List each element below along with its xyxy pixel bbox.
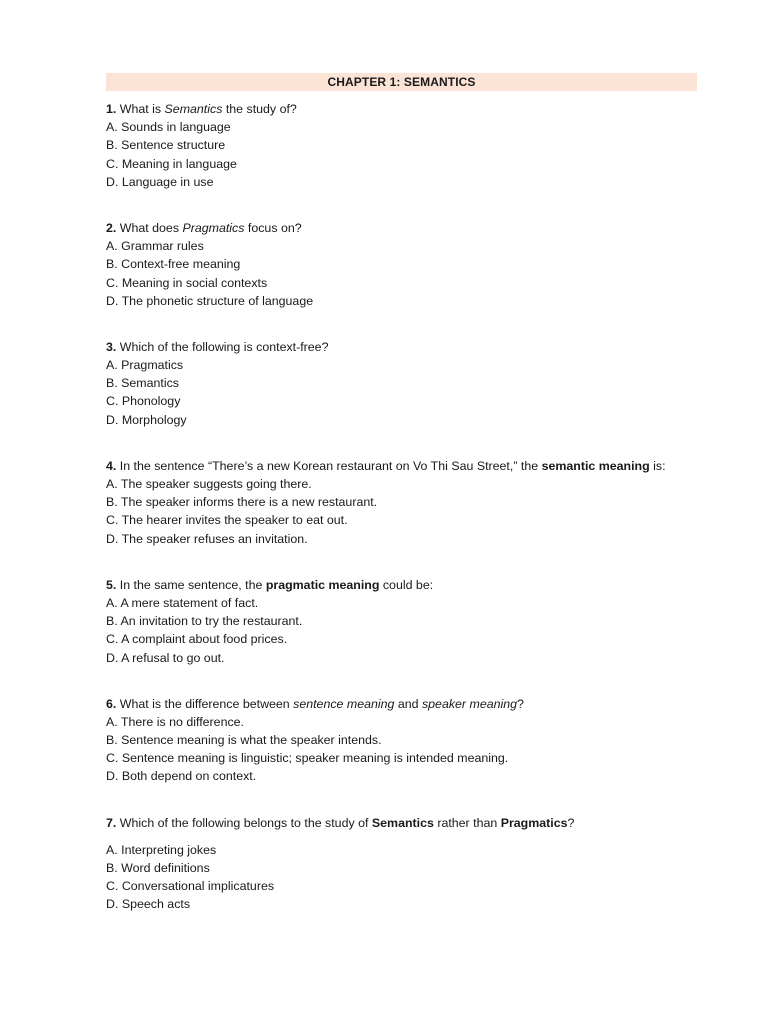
answer-option-c: C. A complaint about food prices. (106, 632, 288, 647)
stem-text: What is (116, 102, 165, 116)
spacer (106, 429, 697, 457)
answer-option-b: B. The speaker informs there is a new restaurant. (106, 495, 378, 510)
stem-text: is: (649, 458, 666, 473)
question-number: 1. (106, 102, 117, 116)
stem-bold-term: semantic meaning (541, 458, 650, 473)
answer-option-b: B. An invitation to try the restaurant. (106, 614, 303, 629)
question-stem (106, 814, 697, 832)
question-2 (106, 219, 697, 310)
answer-option-b: B. Sentence structure (106, 138, 226, 153)
chapter-title: CHAPTER 1: SEMANTICS (106, 73, 697, 91)
question-stem (106, 576, 697, 594)
answer-option-b: B. Context-free meaning (106, 257, 241, 272)
spacer (106, 667, 697, 695)
question-7 (106, 814, 697, 914)
question-number: 7. (106, 815, 117, 830)
stem-bold-term: Semantics (371, 815, 434, 830)
spacer (106, 191, 697, 219)
stem-text: and (394, 696, 422, 711)
question-number: 6. (106, 696, 117, 711)
stem-text: What is the difference between (116, 696, 294, 711)
question-stem (106, 338, 697, 356)
stem-text: What does (116, 220, 183, 235)
answer-option-d: D. Both depend on context. (106, 769, 257, 784)
answer-option-c: C. Sentence meaning is linguistic; speaker meaning is intended meaning. (106, 751, 509, 766)
answer-option-a: A. There is no difference. (106, 714, 244, 729)
answer-option-b: B. Sentence meaning is what the speaker intends. (106, 733, 382, 748)
question-4 (106, 457, 697, 548)
stem-text: rather than (433, 815, 501, 830)
spacer (106, 786, 697, 814)
stem-bold-term: Pragmatics (500, 815, 568, 830)
spacer (106, 832, 697, 841)
answer-option-d: D. Speech acts (106, 897, 191, 912)
document-page (106, 73, 697, 914)
answer-option-d: D. The phonetic structure of language (106, 293, 314, 308)
answer-option-c: C. Phonology (106, 394, 181, 409)
question-stem (106, 100, 697, 118)
question-3 (106, 338, 697, 429)
answer-option-d: D. A refusal to go out. (106, 650, 225, 665)
answer-option-a: A. Grammar rules (106, 239, 204, 254)
answer-option-a: A. A mere statement of fact. (106, 595, 259, 610)
answer-option-b: B. Word definitions (106, 861, 210, 875)
question-number: 3. (106, 339, 117, 354)
question-stem (106, 219, 697, 237)
answer-option-a: A. The speaker suggests going there. (106, 477, 312, 491)
answer-option-b: B. Semantics (106, 376, 179, 391)
stem-italic-term: Pragmatics (182, 220, 245, 235)
question-number: 5. (106, 577, 117, 592)
question-stem (106, 457, 697, 475)
stem-bold-term: pragmatic meaning (265, 577, 380, 592)
question-stem (106, 695, 697, 713)
stem-italic-term: Semantics (164, 102, 223, 116)
answer-option-d: D. The speaker refuses an invitation. (106, 531, 308, 546)
answer-option-c: C. Meaning in language (106, 156, 237, 171)
answer-option-d: D. Morphology (106, 412, 187, 427)
answer-option-a: A. Interpreting jokes (106, 842, 217, 857)
stem-italic-term: speaker meaning (421, 696, 518, 711)
answer-option-c: C. The hearer invites the speaker to eat out. (106, 513, 348, 528)
stem-text: In the same sentence, the (116, 577, 266, 592)
stem-text: Which of the following is context-free? (116, 339, 329, 354)
answer-option-c: C. Conversational implicatures (106, 879, 275, 894)
stem-text: ? (567, 815, 575, 830)
stem-text: In the sentence “There’s a new Korean restaurant on Vo Thi Sau Street,” the (116, 458, 542, 473)
question-number: 4. (106, 458, 117, 473)
spacer (106, 310, 697, 338)
question-number: 2. (106, 220, 117, 235)
stem-text: Which of the following belongs to the study of (116, 815, 372, 830)
stem-italic-term: sentence meaning (293, 696, 395, 711)
question-5 (106, 576, 697, 667)
stem-text: ? (517, 696, 524, 711)
stem-text: the study of? (222, 102, 297, 116)
answer-option-d: D. Language in use (106, 174, 214, 189)
answer-option-a: A. Sounds in language (106, 120, 231, 135)
spacer (106, 548, 697, 576)
answer-option-a: A. Pragmatics (106, 358, 184, 373)
stem-text: could be: (379, 577, 434, 592)
question-6 (106, 695, 697, 786)
question-1 (106, 100, 697, 191)
stem-text: focus on? (244, 220, 302, 235)
answer-option-c: C. Meaning in social contexts (106, 275, 268, 290)
